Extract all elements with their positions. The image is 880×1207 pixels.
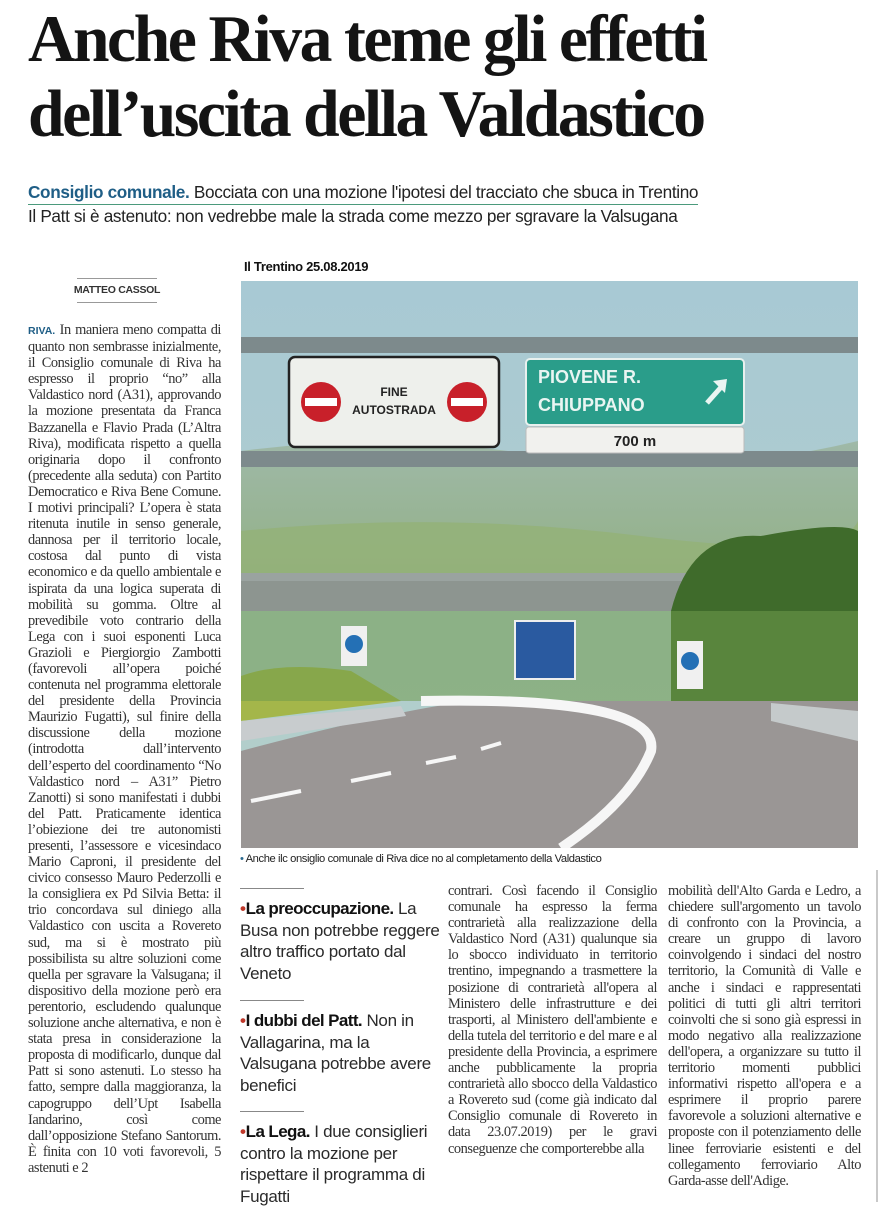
- bullet-icon: •: [240, 1122, 246, 1141]
- article-column-3: [448, 883, 657, 1157]
- photo-caption: [240, 853, 860, 865]
- caption-text: Anche ilc onsiglio comunale di Riva dice no al completamento della Valdastico: [245, 853, 602, 865]
- article-text-1: In maniera meno compatta di quanto non sembrasse inizialmente, il Consiglio comunale di Riva ha espresso il proprio “no” alla Valdastico nord (A31), approvando la mozione presentata da Franca Bazzanella e Flavio Prada (L’Altra Riva), modificata rispetto a quella originaria dopo il confronto (precedente alla seduta) con Partito Democratico e Riva Bene Comune. I motivi principali? L’opera è stata ritenuta inutile in senso generale, dannosa per il territorio locale, costosa dal punto di vista economico e da quello ambientale e ispirata da una logica superata di mobilità su gomma. Oltre al prevedibile voto contrario della Lega con i suoi esponenti Luca Grazioli e Piergiorgio Zambotti (favorevoli all’opera poiché contenuta nel programma elettorale del presidente della Provincia Maurizio Fugatti), sul finire della discussione della mozione (introdotta dall’intervento dell’esperto del coordinamento “No Valdastico nord – A31” Pietro Zanotti) si sono manifestati i dubbi del Patt. Praticamente identica l’obiezione dei tre autonomisti presenti, l’assessore e vicesindaco Mario Caproni, il presidente del civico consesso Mauro Pederzolli e la consigliera ex Pd Silvia Betta: il trio concordava sul diniego alla Valdastico con uscita a Rovereto sud, ma si è mostrato più possibilista su altre soluzioni come quella per sgravare la Valsugana; il dispositivo della mozione però era perentorio, escludendo qualunque soluzione anche alternativa, e non è stata presa in considerazione la proposta di modificarlo, dunque dal Patt si sono astenuti. Lo stesso ha fatto, sempre dalla maggioranza, la capogruppo dell’Upt Isabella Iandarino, così come dall’opposizione Stefano Santorum. È finita con 10 voti favorevoli, 5 astenuti e 2: [28, 322, 221, 1176]
- sidebar-item-title: La Lega.: [245, 1122, 310, 1141]
- headline: [28, 2, 851, 152]
- section-kicker: Consiglio comunale.: [28, 182, 190, 202]
- sidebar-item-text: I due consiglieri contro la mozione per rispettare il programma di Fugatti: [240, 1122, 428, 1206]
- article-text-4: mobilità dell'Alto Garda e Ledro, a chiedere sull'argomento un tavolo di confronto con la Provincia, a creare un gruppo di lavoro coinvolgendo i sindaci del nostro territorio, la Comunità di Valle e anche i sindaci e rappresentati politici di tutti gli altri territori coinvolti che si sono già espressi in modo negativo alla realizzazione dell'opera, a organizzare su tutto il territorio momenti pubblici informativi rispetto all'opera e a esprimere il proprio parere favorevole a soluzioni alternative e proposte con il potenziamento delle linee ferroviarie esistenti e del collegamento ferroviario Alto Garda-asse dell'Adige.: [668, 883, 861, 1189]
- sign-left-line-2: AUTOSTRADA: [352, 403, 436, 417]
- headline-line-2: dell’uscita della Valdastico: [28, 77, 704, 151]
- sidebar-item-text: La Busa non potrebbe reggere altro traffico portato dal Veneto: [240, 899, 440, 983]
- bullet-icon: •: [240, 899, 246, 918]
- roadside-info-sign: [515, 621, 575, 679]
- sidebar-divider: [240, 1111, 304, 1112]
- subheadline: [28, 181, 873, 228]
- headline-line-1: Anche Riva teme gli effetti: [28, 2, 706, 76]
- sidebar-item-text: Non in Vallagarina, ma la Valsugana potrebbe avere benefici: [240, 1011, 431, 1095]
- caption-bullet: •: [240, 853, 244, 865]
- gantry-top-bar: [241, 337, 858, 353]
- sign-fine-autostrada: [289, 357, 499, 447]
- sidebar-item-title: La preoccupazione.: [245, 899, 394, 918]
- sidebar-divider: [240, 1000, 304, 1001]
- subheadline-line-1: [28, 181, 698, 205]
- sign-piovene-chiuppano: [526, 359, 744, 453]
- sidebar-item: [240, 888, 440, 984]
- subheadline-text-1: Bocciata con una mozione l'ipotesi del tracciato che sbuca in Trentino: [193, 182, 699, 202]
- highway-photo-illustration: [241, 281, 858, 848]
- page-edge-divider: [876, 870, 878, 1202]
- overpass-railing: [241, 573, 701, 581]
- sidebar-item-title: I dubbi del Patt.: [245, 1011, 363, 1030]
- article-column-1: [28, 322, 221, 1176]
- sign-right-line-1: PIOVENE R.: [538, 367, 642, 387]
- byline: MATTEO CASSOL: [62, 278, 172, 303]
- article-text-3: contrari. Così facendo il Consiglio comunale ha espresso la ferma contrarietà alla realizzazione della Valdastico Nord (A31) qualunque sia lo sbocco individuato in territorio trentino, impegnando a trasmettere la posizione di contrarietà all'opera al Ministero delle infrastrutture e dei trasporti, al Ministero dell'ambiente e della tutela del territorio e del mare e al presidente della Provincia, a esprimere anche pubblicamente la propria contrarietà allo sbocco della Valdastico a Rovereto sud (come già indicato dal Consiglio comunale di Rovereto in data 23.07.2019) per le gravi conseguenze che comporterebbe alla: [448, 883, 657, 1157]
- source-label: Il Trentino 25.08.2019: [244, 259, 369, 274]
- sign-distance: 700 m: [613, 433, 657, 450]
- sign-left-line-1: FINE: [380, 385, 408, 399]
- dateline: RIVA.: [28, 325, 56, 337]
- article-column-4: [668, 883, 861, 1189]
- sidebar-divider: [240, 888, 304, 889]
- subheadline-line-2: Il Patt si è astenuto: non vedrebbe male la strada come mezzo per sgravare la Valsugana: [28, 206, 678, 226]
- sign-right-line-2: CHIUPPANO: [538, 395, 645, 415]
- overpass: [241, 581, 701, 611]
- sidebar-item: [240, 1000, 440, 1096]
- sidebar-item: [240, 1111, 440, 1207]
- article-photo: [241, 281, 858, 848]
- bullet-icon: •: [240, 1011, 246, 1030]
